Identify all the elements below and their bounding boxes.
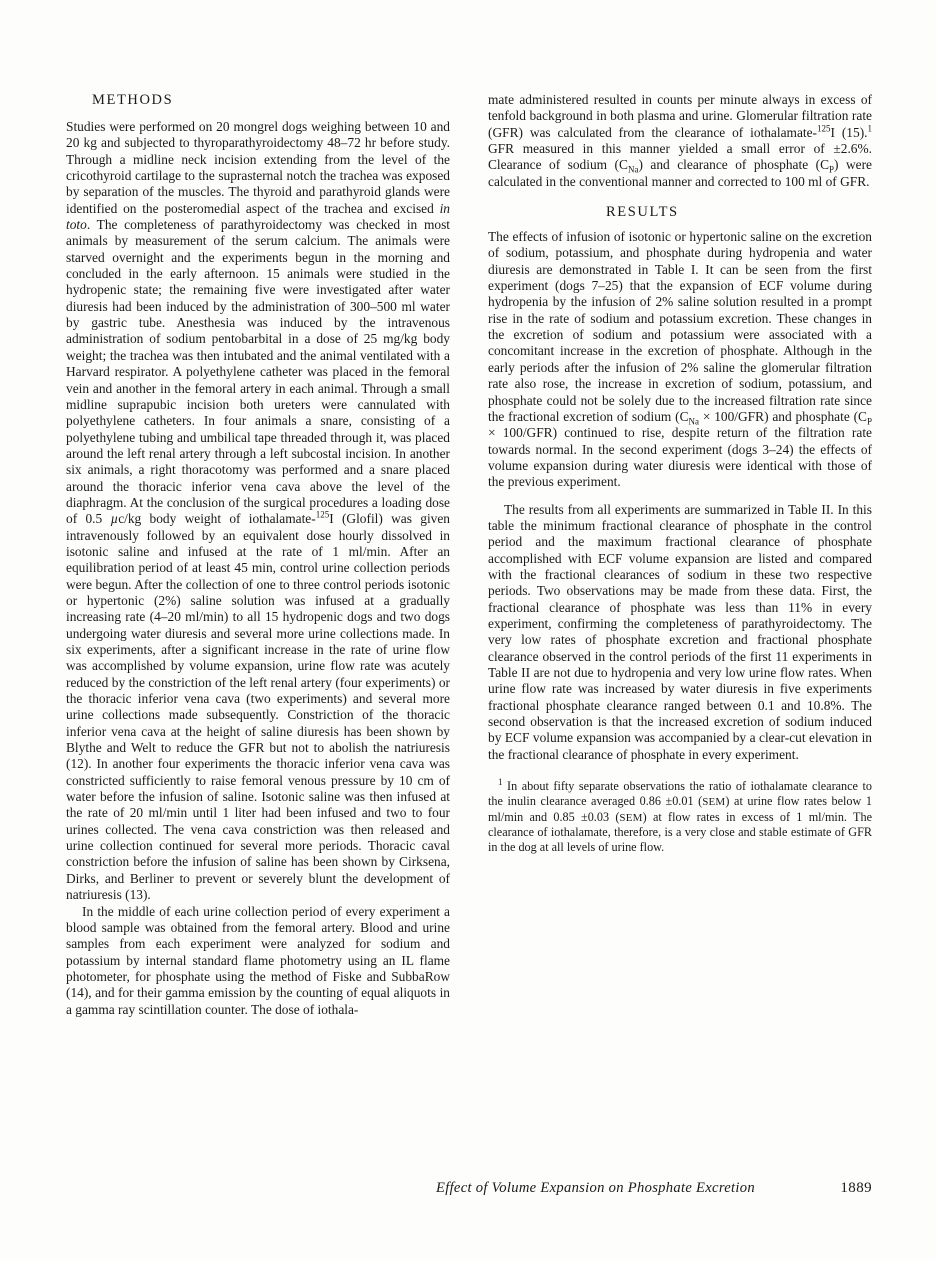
methods-heading: METHODS (92, 92, 174, 108)
page-footer (66, 1180, 872, 1197)
methods-paragraph-1: Studies were performed on 20 mongrel dogs weighing between 10 and 20 kg and subjected to thyroparathyroidectomy 48–72 hr before study. Through a midline neck incision extending from the level of the cricothyroid cartilage to the suprasternal notch the trachea was exposed by separation of the muscles. The thyroid and parathyroid glands were identified on the posteromedial aspect of the trachea and excised in toto. The completeness of parathyroidectomy was checked in most animals by measurement of the serum calcium. The animals were starved overnight and the experiments begun in the morning and concluded in the early afternoon. 15 animals were studied in the hydropenic state; the remaining five were investigated after water diuresis had been induced by the administration of 300–500 ml water by gastric tube. Anesthesia was induced by the intravenous administration of sodium pentobarbital in a dose of 25 mg/kg body weight; the trachea was then intubated and the animal ventilated with a Harvard respirator. A polyethylene catheter was placed in the femoral vein and another in the femoral artery in each animal. Through a small midline suprapubic incision both ureters were cannulated with polyethylene catheters. In four animals a snare, consisting of a polyethylene tubing and umbilical tape threaded through it, was placed around the left renal artery through a left subcostal incision. In another six animals, a right thoracotomy was performed and a snare placed around the thoracic inferior vena cava above the level of the diaphragm. At the conclusion of the surgical procedures a loading dose of 0.5 µc/kg body weight of iothalamate-$^{125}$I (Glofil) was given intravenously followed by an equivalent dose hourly dissolved in isotonic saline and infused at the rate of 1 ml/min. After an equilibration period of at least 45 min, control urine collection periods were begun. After the collection of one to three control periods isotonic or hypertonic (2%) saline solution was infused at a gradually increasing rate (4–20 ml/min) to all 15 hydropenic dogs and two dogs undergoing water diuresis and several more urine collections made. In six experiments, after a significant increase in the rate of urine flow was accomplished by volume expansion, urine flow rate was acutely reduced by the constriction of the left renal artery (four experiments) or the thoracic inferior vena cava (two experiments) and several more urine collections made subsequently. Constriction of the thoracic inferior vena cava at the height of saline diuresis has been shown by Blythe and Welt to reduce the GFR but not to abolish the natriuresis (12). In another four experiments the thoracic inferior vena cava was constricted sufficiently to raise femoral venous pressure by 10 cm of water before the infusion of saline. Isotonic saline was then infused at the rate of 20 ml/min until 1 liter had been infused and two to four urines collected. The vena cava constriction was then released and urine collection continued for several more periods. Thoracic caval constriction before the infusion of saline has been shown by Cirksena, Dirks, and Berliner to prevent or severely blunt the development of natriuresis (13). (66, 119, 451, 903)
results-paragraph-2: The results from all experiments are summarized in Table II. In this table the minimum fractional clearance of phosphate in the control period and the maximum fractional clearance of phosphate accomplished with ECF volume expansion are listed and compared with the fractional clearances of sodium in these two respective periods. Two observations may be made from these data. First, the fractional clearance of phosphate was less than 11% in every experiment, confirming the completeness of parathyroidectomy. The very low rates of phosphate excretion and fractional phosphate clearance observed in the control periods of the first 11 experiments in Table II are not due to hydropenia and very low urine flow rates. When urine flow rate was increased by water diuresis in five experiments fractional phosphate clearance ranged between 0.1 and 10.8%. The second observation is that the increased excretion of sodium induced by ECF volume expansion was accompanied by a clear-cut elevation in the fractional clearance of phosphate in every experiment. (488, 501, 872, 762)
running-title: Effect of Volume Expansion on Phosphate Excretion (436, 1180, 755, 1196)
methods-paragraph-2: In the middle of each urine collection period of every experiment a blood sample was obtained from the femoral artery. Blood and urine samples from each experiment were analyzed for sodium and potassium by internal standard flame photometry using an IL flame photometer, for phosphate using the method of Fiske and SubbaRow (14), and for their gamma emission by the counting of equal aliquots in a gamma ray scintillation counter. The dose of iothala- (66, 903, 450, 1017)
two-column-body (66, 92, 872, 1018)
footnote: $^1$ In about fifty separate observations the ratio of iothalamate clearance to the inulin clearance averaged 0.86 ±0.01 (SEM) at urine flow rates below 1 ml/min and 0.85 ±0.03 (SEM) at flow rates in excess of 1 ml/min. The clearance of iothalamate, therefore, is a very close and stable estimate of GFR in the dog at all levels of urine flow. (488, 777, 872, 855)
left-column (66, 92, 450, 1018)
right-column (488, 92, 872, 1018)
page-number: 1889 (840, 1180, 872, 1196)
results-heading: RESULTS (606, 204, 679, 221)
methods-continuation: mate administered resulted in counts per minute always in excess of tenfold background in both plasma and urine. Glomerular filtration rate (GFR) was calculated from the clearance of iothalamate-$^{125}$I (15).$^1$ GFR measured in this manner yielded a small error of ±2.6%. Clearance of sodium $(C_{Na})$ and clearance of phosphate $(C_P)$ were calculated in the conventional manner and corrected to 100 ml of GFR. (488, 92, 873, 189)
results-paragraph-1: The effects of infusion of isotonic or hypertonic saline on the excretion of sodium, potassium, and phosphate during hydropenia and water diuresis are demonstrated in Table I. It can be seen from the first experiment (dogs 7–25) that the expansion of ECF volume during hydropenia by the infusion of 2% saline solution resulted in a prompt rise in the rate of sodium and potassium excretion. These changes in the excretion of sodium and potassium were associated with a concomitant increase in the excretion of phosphate. Although in the early periods after the infusion of 2% saline the glomerular filtration rate also rose, the increase in excretion of sodium, potassium, and phosphate could not be solely due to the increased filtration rate since the fractional excretion of sodium $(C_{Na} \times 100/GFR)$ and phosphate $(C_P \times 100/GFR)$ continued to rise, despite return of the filtration rate towards normal. In the second experiment (dogs 3–24) the effects of volume expansion during water diuresis were identical with those of the previous experiment. (488, 229, 872, 490)
